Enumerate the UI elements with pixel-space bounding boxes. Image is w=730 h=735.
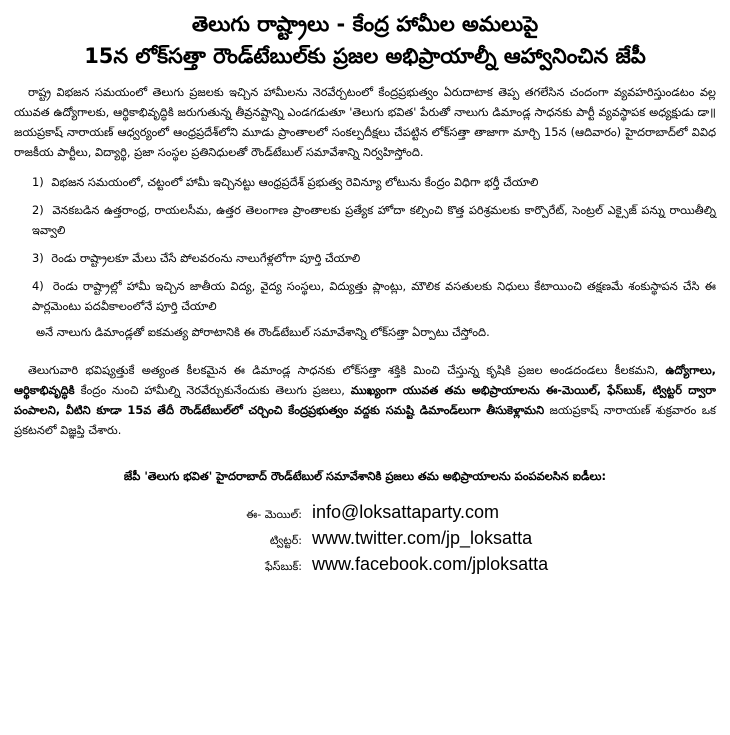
list-item (14, 276, 716, 316)
contact-heading: జేపీ 'తెలుగు భవిత' హైదరాబాద్ రౌండ్‌టేబుల్ సమావేశానికి ప్రజలు తమ అభిప్రాయాలను పంపవలసిన ఐడీలు: (123, 469, 607, 483)
list-item-text: రెండు రాష్ట్రాలకూ మేలు చేసే పోలవరంను నాలుగేళ్లలోగా పూర్తి చేయాలి (51, 251, 361, 265)
appeal-text-part-2: కేంద్రం నుంచి హామీల్ని నెరవేర్చుకునేందుకు తెలుగు ప్రజలు, (74, 383, 351, 397)
list-item (14, 200, 716, 240)
appeal-bold-2: ముఖ్యంగా యువత తమ అభిప్రాయాలను ఈ-మెయిల్, ఫేస్‌బుక్, ట్విట్టర్ ద్వారా పంపాలని, వీటిని కూడా 15వ తేదీ రౌండ్‌టేబుల్‌లో చర్చించి కేంద్రప్రభుత్వం వద్దకు సమష్టి డిమాండ్‌లుగా తీసుకెళ్లామని (14, 383, 716, 417)
contact-row-facebook (14, 554, 716, 580)
headline-line-2: 15న లోక్‌సత్తా రౌండ్‌టేబుల్‌కు ప్రజల అభిప్రాయాల్నీ ఆహ్వానించిన జేపీ (84, 44, 646, 68)
email-label: ఈ- మెయిల్: (246, 508, 302, 521)
contact-row-email (14, 502, 716, 528)
list-item (14, 248, 716, 268)
list-item-number: 4) (32, 279, 44, 293)
list-item (14, 172, 716, 192)
list-item-text: వెనకబడిన ఉత్తరాంధ్ర, రాయలసీమ, ఉత్తర తెలంగాణ ప్రాంతాలకు ప్రత్యేక హోదా కల్పించి కొత్త పరిశ్రమలకు కార్పొరేట్, సెంట్రల్ ఎక్సైజ్ పన్ను రాయితీల్ని ఇవ్వాలి (32, 203, 716, 237)
closing-sentence: అనే నాలుగు డిమాండ్లతో ఐకమత్య పోరాటానికి ఈ రౌండ్‌టేబుల్ సమావేశాన్ని లోక్‌సత్తా ఏర్పాటు చేస్తోంది. (36, 325, 490, 339)
list-item-number: 2) (32, 203, 44, 217)
appeal-bold-1: ఉద్యోగాలు, ఆర్థికాభివృద్ధికి (14, 363, 716, 397)
email-link[interactable]: info@loksattaparty.com (312, 502, 500, 522)
twitter-label: ట్విట్టర్: (269, 534, 302, 547)
intro-paragraph: రాష్ట్ర విభజన సమయంలో తెలుగు ప్రజలకు ఇచ్చిన హామీలను నెరవేర్చటంలో కేంద్రప్రభుత్వం ఏరుదాటాక తెప్ప తగలేసిన చందంగా వ్యవహరిస్తుండటం వల్ల యువత ఉద్యోగాలకు, ఆర్థికాభివృద్ధికి జరుగుతున్న తీవ్రనష్టాన్ని ఎండగడుతూ 'తెలుగు భవిత' పేరుతో నాలుగు డిమాండ్ల సాధనకు పార్టీ వ్యవస్థాపక అధ్యక్షుడు డా॥ జయప్రకాష్ నారాయణ్ ఆధ్వర్యంలో ఆంధ్రప్రదేశ్‌లోని మూడు ప్రాంతాలలో సంకల్పదీక్షలు చేపట్టిన లోక్‌సత్తా తాజాగా మార్చి 15న (ఆదివారం) హైదరాబాద్‌లో వివిధ రాజకీయ పార్టీలు, విద్యార్థి, ప్రజా సంస్థల ప్రతినిధులతో రౌండ్‌టేబుల్ సమావేశాన్ని నిర్వహిస్తోంది. (14, 85, 716, 159)
demands-list (14, 172, 716, 316)
list-item-text: విభజన సమయంలో, చట్టంలో హామీ ఇచ్చినట్టు ఆంధ్రప్రదేశ్ ప్రభుత్వ రెవిన్యూ లోటును కేంద్రం విధిగా భర్తీ చేయాలి (51, 175, 539, 189)
appeal-text-part-3: జయప్రకాష్ నారాయణ్ శుక్రవారం ఒక ప్రకటనలో విజ్ఞప్తి చేశారు. (14, 403, 716, 437)
contact-row-twitter (14, 528, 716, 554)
list-item-number: 3) (32, 251, 44, 265)
contact-list (14, 502, 716, 580)
facebook-link[interactable]: www.facebook.com/jploksatta (312, 554, 549, 574)
list-item-text: రెండు రాష్ట్రాల్లో హామీ ఇచ్చిన జాతీయ విద్య, వైద్య సంస్థలు, విద్యుత్తు ప్లాంట్లు, మౌలిక వసతులకు నిధులు కేటాయించి తక్షణమే శంకుస్థాపన చేసి ఈ పార్లమెంటు పదవీకాలంలోనే పూర్తి చేయాలి (32, 279, 716, 313)
facebook-label: ఫేస్‌బుక్: (264, 560, 302, 573)
list-item-number: 1) (32, 175, 44, 189)
appeal-paragraph (14, 360, 716, 440)
appeal-text-part-1: తెలుగువారి భవిష్యత్తుకే అత్యంత కీలకమైన ఈ డిమాండ్ల సాధనకు లోక్‌సత్తా శక్తికి మించి చేస్తున్న కృషికి ప్రజల అండదండలు కీలకమని, (28, 363, 666, 377)
twitter-link[interactable]: www.twitter.com/jp_loksatta (312, 528, 533, 548)
headline-line-1: తెలుగు రాష్ట్రాలు - కేంద్ర హామీల అమలుపై (191, 12, 539, 36)
